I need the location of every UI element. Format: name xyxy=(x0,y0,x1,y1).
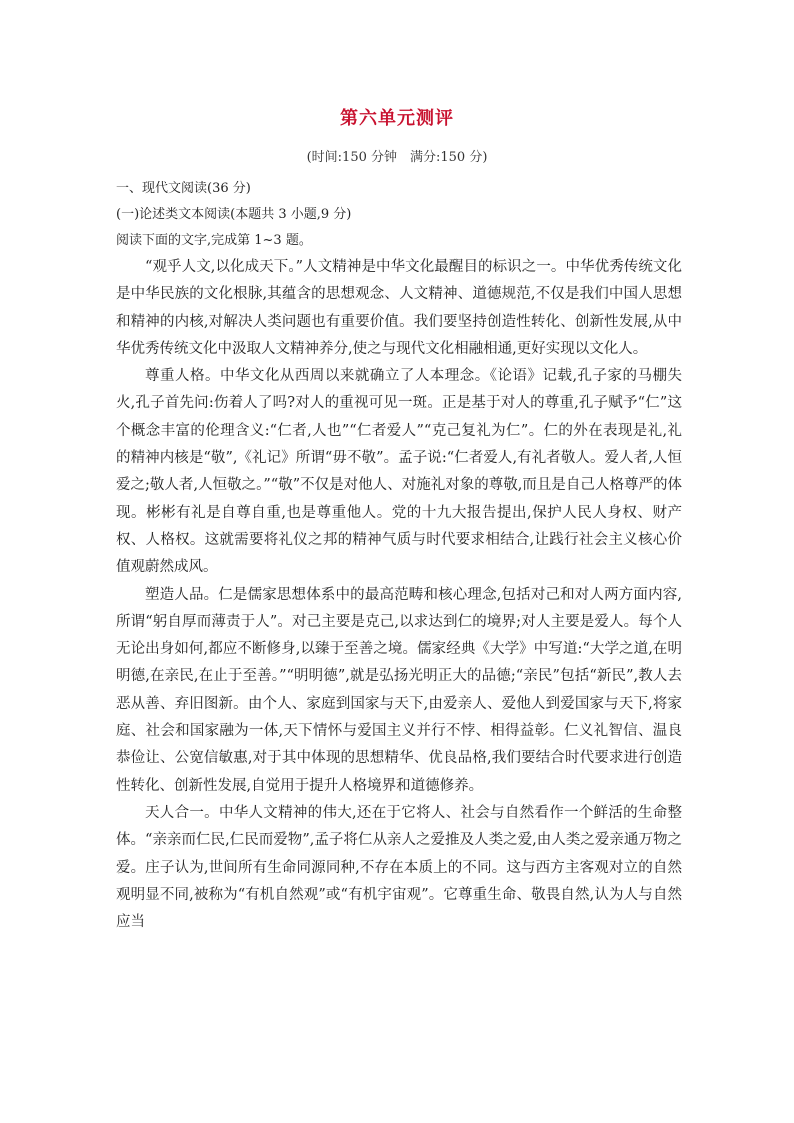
document-body xyxy=(116,176,682,936)
exam-time-and-score: (时间:150 分钟 满分:150 分) xyxy=(306,150,488,165)
paragraph-harmony-nature: 天人合一。中华人文精神的伟大,还在于它将人、社会与自然看作一个鲜活的生命整体。“亲亲而仁民,仁民而爱物”,孟子将仁从亲人之爱推及人类之爱,由人类之爱亲通万物之爱。庄子认为,世间所有生命同源同种,不存在本质上的不同。这与西方主客观对立的自然观明显不同,被称为“有机自然观”或“有机宇宙观”。它尊重生命、敬畏自然,认为人与自然应当 xyxy=(116,804,682,931)
paragraph-shape-character: 塑造人品。仁是儒家思想体系中的最高范畴和核心理念,包括对己和对人两方面内容,所谓“躬自厚而薄责于人”。对己主要是克己,以求达到仁的境界;对人主要是爱人。每个人无论出身如何,都应不断修身,以臻于至善之境。儒家经典《大学》中写道:“大学之道,在明明德,在亲民,在止于至善。”“明明德”,就是弘扬光明正大的品德;“亲民”包括“新民”,教人去恶从善、弃旧图新。由个人、家庭到国家与天下,由爱亲人、爱他人到爱国家与天下,将家庭、社会和国家融为一体,天下情怀与爱国主义并行不悖、相得益彰。仁义礼智信、温良恭俭让、公宽信敏惠,对于其中体现的思想精华、优良品格,我们要结合时代要求进行创造性转化、创新性发展,自觉用于提升人格境界和道德修养。 xyxy=(116,586,682,794)
document-title: 第六单元测评 xyxy=(340,108,454,129)
subsection-heading: (一)论述类文本阅读(本题共 3 小题,9 分) xyxy=(116,207,352,222)
reading-instruction: 阅读下面的文字,完成第 1~3 题。 xyxy=(116,233,312,248)
section-heading: 一、现代文阅读(36 分) xyxy=(116,181,251,196)
paragraph-intro: “观乎人文,以化成天下。”人文精神是中华文化最醒目的标识之一。中华优秀传统文化是中华民族的文化根脉,其蕴含的思想观念、人文精神、道德规范,不仅是我们中国人思想和精神的内核,对解决人类问题也有重要价值。我们要坚持创造性转化、创新性发展,从中华优秀传统文化中汲取人文精神养分,使之与现代文化相融相通,更好实现以文化人。 xyxy=(116,259,682,357)
paragraph-respect-personality: 尊重人格。中华文化从西周以来就确立了人本理念。《论语》记载,孔子家的马棚失火,孔子首先问:伤着人了吗?对人的重视可见一斑。正是基于对人的尊重,孔子赋予“仁”这个概念丰富的伦理含义:“仁者,人也”“仁者爱人”“克己复礼为仁”。仁的外在表现是礼,礼的精神内核是“敬”,《礼记》所谓“毋不敬”。孟子说:“仁者爱人,有礼者敬人。爱人者,人恒爱之;敬人者,人恒敬之。”“敬”不仅是对他人、对施礼对象的尊敬,而且是自己人格尊严的体现。彬彬有礼是自尊自重,也是尊重他人。党的十九大报告提出,保护人民人身权、财产权、人格权。这就需要将礼仪之邦的精神气质与时代要求相结合,让践行社会主义核心价值观蔚然成风。 xyxy=(116,368,682,576)
